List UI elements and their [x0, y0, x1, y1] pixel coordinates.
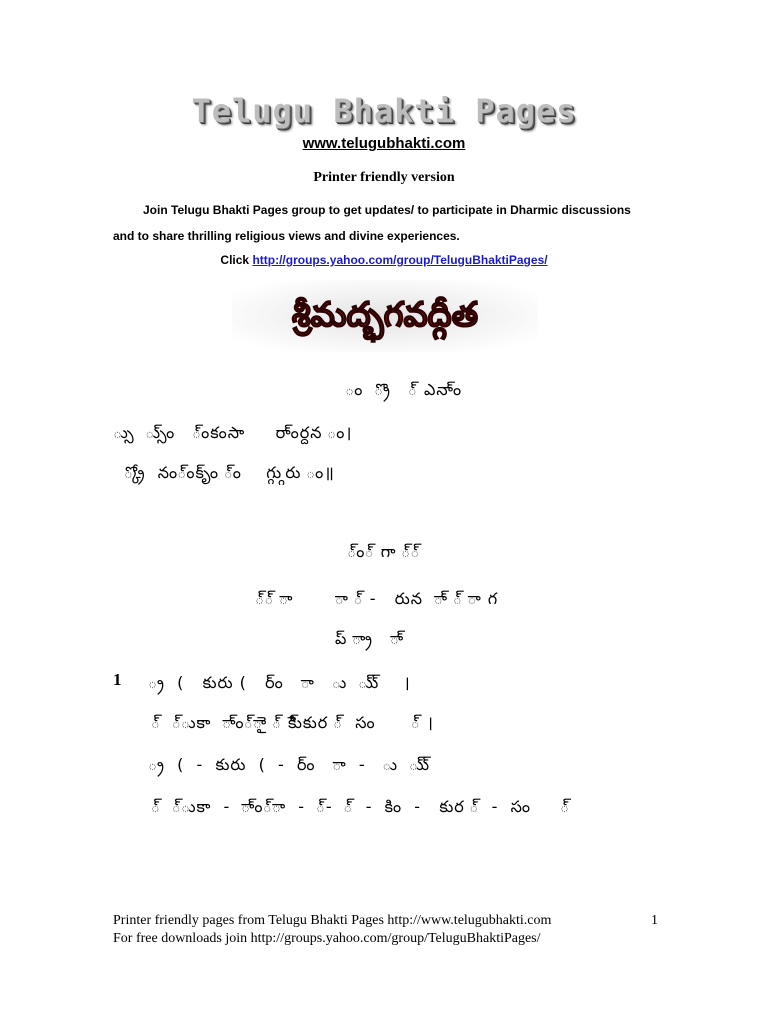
- verse-number: 1: [113, 670, 122, 689]
- click-line: [0, 253, 768, 267]
- page-number: 1: [651, 913, 658, 928]
- verse-line-7: ్ర ( కురు ( ర్ం ా ు ు్ు్ ।: [148, 673, 411, 692]
- title-calligraphy-text: శ్రీమద్భగవద్గీత: [291, 295, 479, 335]
- verse-line-10: ్ ్ుకా - ా్ం్ా - ్- ్ - కిం - కుర ్ - సం ్: [140, 797, 571, 816]
- verse-line-8: ్ ్ుకా ా్ం్ాై ్ కిె్ుకుర ్ సం ్ ।: [140, 713, 434, 732]
- join-text: Join Telugu Bhakti Pages group to get updates/ to participate in Dharmic discussions: [143, 203, 631, 217]
- verse-line-2: ్సు ్సు్ం ్ంకంసా రా్ంర్దన ం।: [113, 423, 353, 442]
- verse-line-5: ్్ ా ా ్ - రున ా్ ్ ా గ: [255, 589, 499, 608]
- page-footer: [113, 912, 658, 948]
- printer-friendly-note: Printer friendly version: [313, 170, 455, 185]
- verse-line-4: ్ం్ గా ్్: [347, 542, 421, 561]
- verse-line-6: ప్ ్రా ా్: [335, 629, 405, 648]
- footer-line-2: For free downloads join http://groups.yahoo.com/group/TeluguBhaktiPages/: [113, 931, 541, 946]
- footer-line-1: Printer friendly pages from Telugu Bhakti Pages http://www.telugubhakti.com: [113, 913, 552, 928]
- verse-line-9: ్ర ( - కురు ( - ర్ం ా - ు ు్ు్: [148, 755, 431, 774]
- site-url-link[interactable]: www.telugubhakti.com: [302, 135, 466, 152]
- title-calligraphy-image: [232, 280, 538, 352]
- group-link[interactable]: http://groups.yahoo.com/group/TeluguBhaktiPages/: [252, 253, 548, 267]
- join-paragraph: [113, 197, 673, 249]
- click-label: Click: [220, 253, 250, 267]
- verse-line-1: ం ్రొ ్ ఎనా్ం: [345, 380, 463, 399]
- verse-line-3: ్క్రో నం్ంకృ్ం ్ం గ్గ్గురు ం॥: [113, 463, 335, 482]
- join-text-continued: and to share thrilling religious views and divine experiences.: [113, 229, 460, 243]
- site-logo: Telugu Bhakti Pages: [191, 92, 577, 130]
